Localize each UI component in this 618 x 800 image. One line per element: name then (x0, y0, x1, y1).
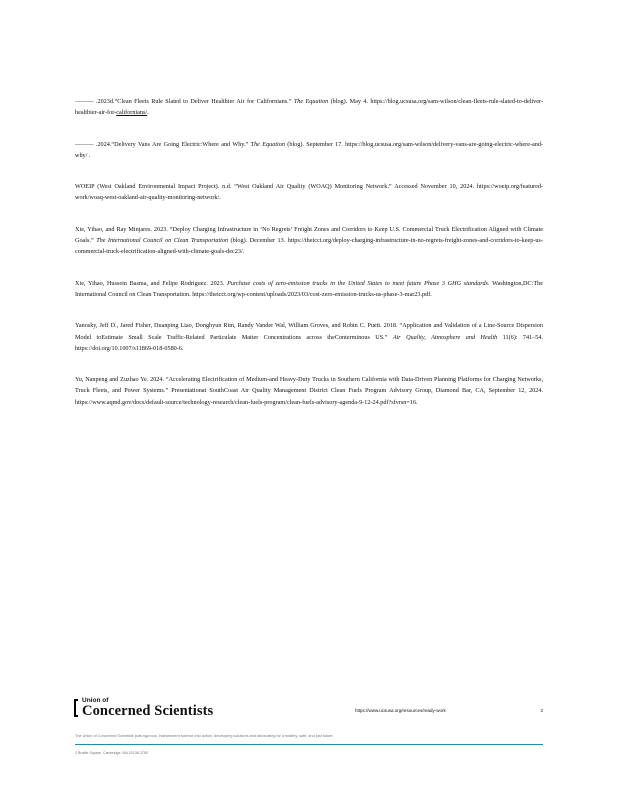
reference-title: Air Quality, Atmosphere and Health (392, 333, 498, 341)
reference-text: (blog). September 17. https://blog.ucsusa.org/sam-wilson/delivery-vans-are-going-electric-where-and-why/ . (75, 140, 543, 159)
reference-entry (75, 320, 543, 354)
logo-bracket-icon (74, 699, 78, 717)
reference-text: (blog). December 13. https://theicct.org/deploy-charging-infrastructure-in-no-regrets-freight-zones-and-corridors-to-keep-us-commercial-truck-electrification-aligned-with-climate-goals-dec23/. (75, 237, 543, 256)
logo-main-text: Concerned Scientists (82, 703, 214, 719)
footer-address: 2 Brattle Square, Cambridge, MA 02138-3780 (75, 751, 148, 755)
reference-text: 11(6): 741–54. https://doi.org/10.1007/s11869-018-0580-6. (75, 333, 543, 352)
logo-top-text: Union of (82, 697, 109, 704)
reference-text: Yu, Nanpeng and Zuzhao Ye. 2024. “Accelerating Electrification of Medium-and Heavy-Duty Trucks in Southern California with Data-Driven Planning Platforms for Charging Networks, Truck Fleets, and Power Systems.” Presentationat SouthCoast Air Quality Management District Clean Fuels Program Advisory Group, Diamond Bar, CA, September 12, 2024. https://www.aqmd.gov/docs/default-source/technology-research/clean-fuels-program/clean-fuels-advisory-agenda-9-12-24.pdf?sfvrsn=16. (75, 376, 543, 406)
reference-title: Purchase costs of zero-emission trucks in the United States to meet future Phase 3 GHG standards (227, 279, 488, 287)
reference-text: californians/ (116, 109, 148, 117)
footer-mission: The Union of Concerned Scientists puts rigorous, independent science into action, developing solutions and advocating for a healthy, safe, and just future. (75, 734, 334, 738)
reference-text: ——— .2023d.“Clean Fleets Rule Slated to Deliver Healthier Air for Californians.” (75, 98, 294, 105)
reference-text: . (147, 109, 149, 117)
reference-entry (75, 224, 543, 258)
reference-list (75, 96, 543, 428)
reference-entry (75, 139, 543, 162)
reference-text: WOEIP (West Oakland Environmental Impact Project). n.d. “West Oakland Air Quality (WOAQ) Monitoring Network.” Accessed November 10, 2024. https://woeip.org/featured-work/woaq-west-oakland-air-quality-monitoring-network/. (75, 183, 543, 202)
reference-title: The Equation (250, 140, 285, 148)
reference-entry (75, 181, 543, 204)
reference-entry (75, 278, 543, 301)
footer-url[interactable]: https://www.ucsusa.org/resources/ready-work (355, 708, 446, 713)
reference-text: ——— .2024.“Delivery Vans Are Going Electric:Where and Why.” (75, 140, 251, 148)
reference-text: Yanosky, Jeff D., Jared Fisher, Duanping Liao, Donghyun Rim, Randy Vander Wal, William Groves, and Robin C. Puett. 2018. “Application and Validation of a Line-Source Dispersion Model toEstimate Small Scale Traffic-Related Particulate Matter Concentrations across theConterminous US.” (75, 322, 543, 341)
reference-title: The International Council on Clean Transportation (96, 237, 229, 245)
reference-entry (75, 374, 543, 408)
page-number: 2 (540, 708, 543, 713)
footer-divider (75, 744, 543, 745)
reference-text: . Washington,DC:The International Council on Clean Transportation. https://theicct.org/wp-content/uploads/2023/03/cost-zero-emission-trucks-us-phase-3-mar23.pdf. (75, 279, 543, 298)
reference-title: The Equation (293, 98, 329, 105)
reference-entry (75, 96, 543, 119)
reference-text: (blog). May 4. https://blog.ucsusa.org/sam-wilson/clean-fleets-rule-slated-to-deliver-healthier-air-for- (75, 98, 544, 117)
reference-text: Xie, Yihao, and Ray Minjares. 2023. “Deploy Charging Infrastructure in ‘No Regrets’ Freight Zones and Corridors to Keep U.S. Commercial Truck Electrification Aligned with Climate Goals.” (75, 225, 543, 245)
ucs-logo (74, 697, 234, 719)
footer-url-row (355, 708, 543, 713)
reference-text: Xie, Yihao, Hussein Basma, and Felipe Rodriguez. 2023. (75, 279, 228, 287)
